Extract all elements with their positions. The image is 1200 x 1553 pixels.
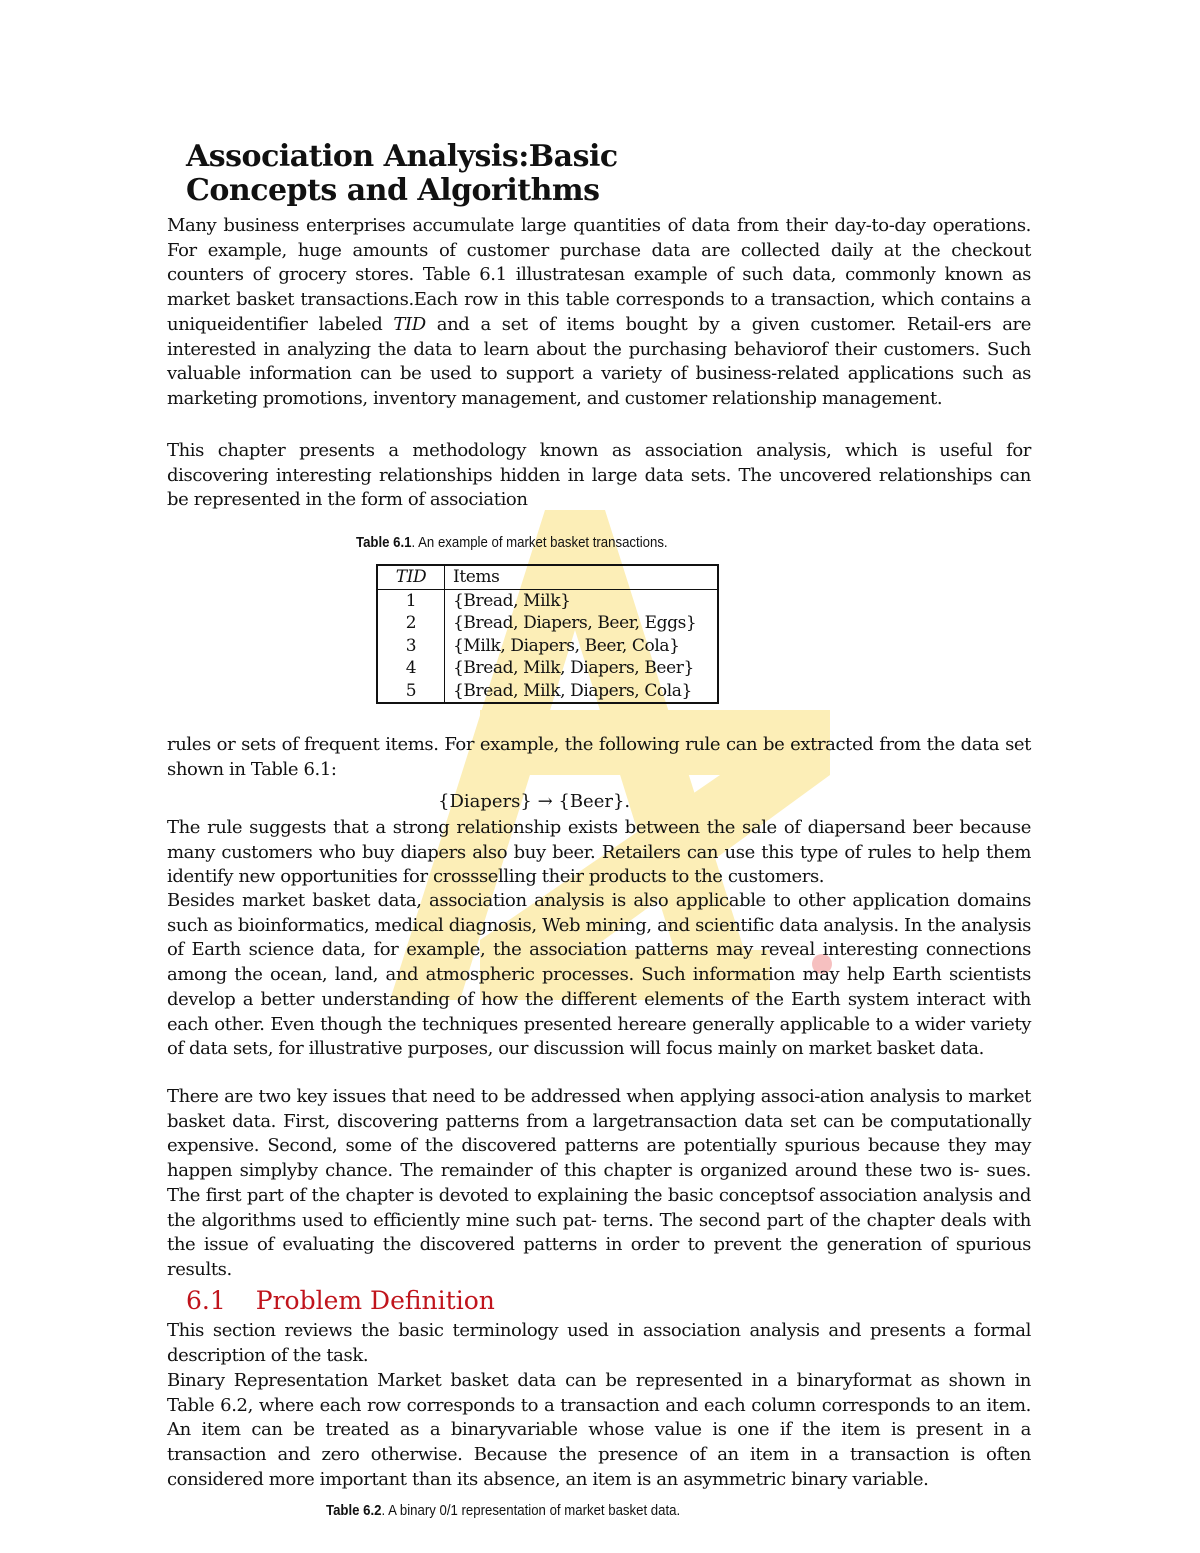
table-6-2-caption: Table 6.2. A binary 0/1 representation of market basket data. bbox=[326, 1502, 681, 1519]
table-cell-tid: 3 bbox=[377, 635, 445, 658]
table-6-1-caption: Table 6.1. An example of market basket transactions. bbox=[356, 534, 668, 551]
paragraph-intro: Many business enterprises accumulate large quantities of data from their day-to-day operations. For example, huge amounts of customer purchase data are collected daily at the checkout counters of grocery stores. Table 6.1 illustratesan example of such data, commonly known as market basket transactions.Each row in this table corresponds to a transaction, which contains a uniqueidentifier labeled TID and a set of items bought by a given customer. Retail-ers are interested in analyzing the data to learn about the purchasing behaviorof their customers. Such valuable information can be used to support a variety of business-related applications such as marketing promotions, inventory management, and customer relationship management. bbox=[167, 215, 1031, 409]
section-number: 6.1 bbox=[186, 1286, 226, 1315]
table-cell-items: {Bread, Milk, Diapers, Cola} bbox=[453, 680, 692, 701]
market-basket-transactions-table bbox=[376, 564, 719, 704]
table-cell-items: {Bread, Diapers, Beer, Eggs} bbox=[453, 613, 697, 633]
chapter-title-line-1: Association Analysis:Basic bbox=[186, 139, 618, 174]
table-header-row bbox=[377, 565, 718, 589]
table-cell-items: {Bread, Milk} bbox=[453, 590, 571, 611]
column-header-items: Items bbox=[445, 565, 719, 589]
paragraph-binary-representation: Binary Representation Market basket data can be represented in a binaryformat as shown in Table 6.2, where each row corresponds to a transaction and each column corresponds to an item. An item can be treated as a binaryvariable whose value is one if the item is present in a transaction and zero otherwise. Because the presence of an item in a transaction is often considered more important than its absence, an item is an asymmetric binary variable. bbox=[167, 1370, 1031, 1490]
table-cell-items: {Bread, Milk, Diapers, Beer} bbox=[453, 658, 694, 678]
column-header-tid: TID bbox=[377, 565, 445, 589]
chapter-title-line-2: Concepts and Algorithms bbox=[186, 173, 600, 208]
table-cell-tid: 4 bbox=[377, 657, 445, 680]
table-cell-tid: 2 bbox=[377, 612, 445, 635]
paragraph-key-issues: There are two key issues that need to be addressed when applying associ-ation analysis to market basket data. First, discovering patterns from a largetransaction data set can be computationally expensive. Second, some of the discovered patterns are potentially spurious because they may happen simplyby chance. The remainder of this chapter is organized around these two is- sues. The first part of the chapter is devoted to explaining the basic conceptsof association analysis and the algorithms used to efficiently mine such pat- terns. The second part of the chapter deals with the issue of evaluating the discovered patterns in order to prevent the generation of spurious results. bbox=[167, 1086, 1031, 1280]
table-cell-items: {Milk, Diapers, Beer, Cola} bbox=[453, 635, 680, 656]
table-row bbox=[377, 657, 718, 680]
paragraph-rule-explanation: The rule suggests that a strong relationship exists between the sale of diapersand beer because many customers who buy diapers also buy beer. Retailers can use this type of rules to help them identify new opportunities for crossselling their products to the customers. bbox=[167, 817, 1031, 888]
table-row bbox=[377, 589, 718, 612]
chapter-title bbox=[186, 140, 618, 208]
paragraph-rules-intro: rules or sets of frequent items. For example, the following rule can be extracted from the data set shown in Table 6.1: bbox=[167, 734, 1031, 780]
table-cell-tid: 1 bbox=[377, 589, 445, 612]
table-cell-tid: 5 bbox=[377, 680, 445, 704]
paragraph-section-overview: This section reviews the basic terminology used in association analysis and presents a formal description of the task. bbox=[167, 1320, 1031, 1366]
paragraph-chapter-overview: This chapter presents a methodology known as association analysis, which is useful for discovering interesting relationships hidden in large data sets. The uncovered relationships can be represented in the form of association bbox=[167, 440, 1031, 511]
table-row bbox=[377, 680, 718, 704]
section-heading-problem-definition bbox=[186, 1286, 495, 1316]
table-row bbox=[377, 635, 718, 658]
association-rule-formula: {Diapers} → {Beer}. bbox=[438, 791, 631, 812]
paragraph-applications: Besides market basket data, association analysis is also applicable to other application domains such as bioinformatics, medical diagnosis, Web mining, and scientific data analysis. In the analysis of Earth science data, for example, the association patterns may reveal interesting connections among the ocean, land, and atmospheric processes. Such information may help Earth scientists develop a better understanding of how the different elements of the Earth system interact with each other. Even though the techniques presented hereare generally applicable to a wider variety of data sets, for illustrative purposes, our discussion will focus mainly on market basket data. bbox=[167, 890, 1031, 1060]
tid-term: TID bbox=[393, 313, 426, 335]
table-row bbox=[377, 612, 718, 635]
section-title: Problem Definition bbox=[255, 1286, 495, 1315]
